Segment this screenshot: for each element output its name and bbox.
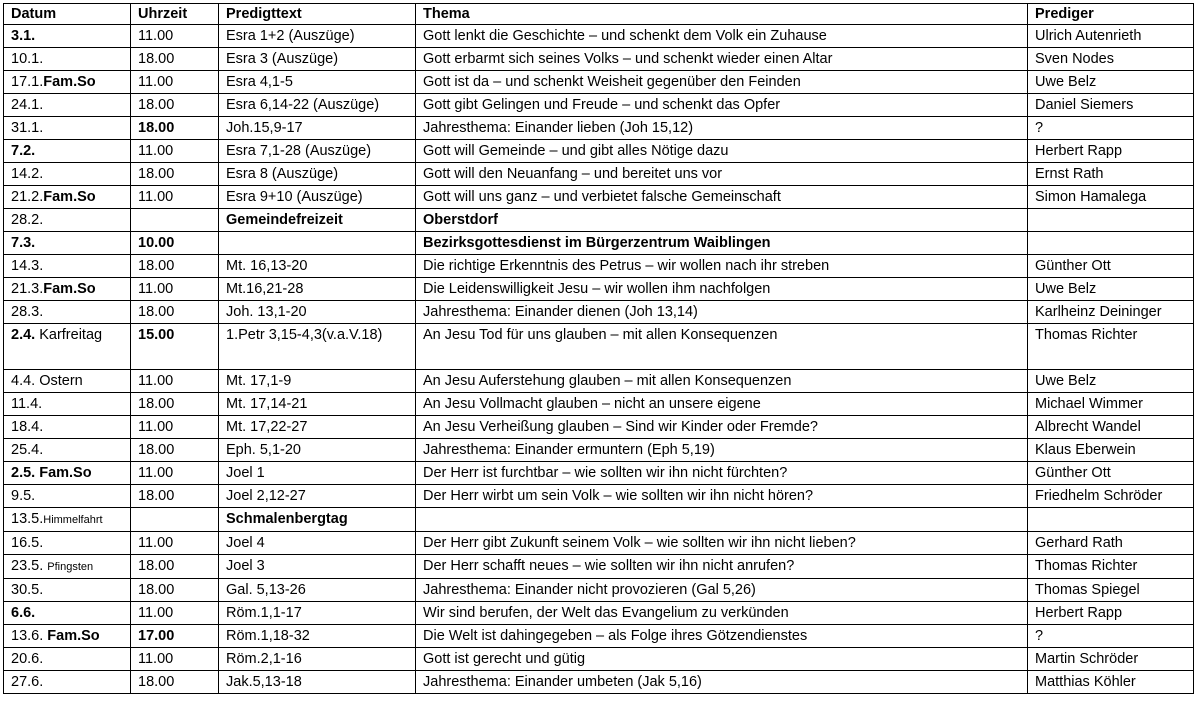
cell-date xyxy=(4,648,131,671)
cell-predigttext: Joh. 13,1-20 xyxy=(219,301,416,324)
date-text: 28.2. xyxy=(11,212,44,228)
cell-prediger: ? xyxy=(1028,117,1194,140)
cell-time: 18.00 xyxy=(131,94,219,117)
date-text: 24.1. xyxy=(11,97,44,113)
cell-thema: Jahresthema: Einander ermuntern (Eph 5,19) xyxy=(416,439,1028,462)
table-row xyxy=(4,186,1194,209)
cell-predigttext: Jak.5,13-18 xyxy=(219,671,416,694)
cell-predigttext: Gal. 5,13-26 xyxy=(219,579,416,602)
cell-time: 15.00 xyxy=(131,324,219,370)
table-row xyxy=(4,370,1194,393)
cell-date xyxy=(4,140,131,163)
cell-time: 17.00 xyxy=(131,625,219,648)
cell-date xyxy=(4,163,131,186)
cell-date xyxy=(4,48,131,71)
cell-thema: Der Herr gibt Zukunft seinem Volk – wie sollten wir ihn nicht lieben? xyxy=(416,532,1028,555)
cell-predigttext: Mt.16,21-28 xyxy=(219,278,416,301)
cell-predigttext xyxy=(219,232,416,255)
cell-time: 11.00 xyxy=(131,71,219,94)
date-text: 7.2. xyxy=(11,143,36,159)
cell-prediger: Karlheinz Deininger xyxy=(1028,301,1194,324)
cell-prediger xyxy=(1028,209,1194,232)
cell-date xyxy=(4,439,131,462)
cell-thema: Die Welt ist dahingegeben – als Folge ihres Götzendienstes xyxy=(416,625,1028,648)
cell-date xyxy=(4,324,131,370)
cell-time: 18.00 xyxy=(131,439,219,462)
table-row xyxy=(4,255,1194,278)
cell-thema: Oberstdorf xyxy=(416,209,1028,232)
cell-prediger: Martin Schröder xyxy=(1028,648,1194,671)
schedule-table xyxy=(3,3,1194,694)
table-row xyxy=(4,532,1194,555)
cell-prediger: Herbert Rapp xyxy=(1028,602,1194,625)
date-text: 25.4. xyxy=(11,442,44,458)
cell-time: 10.00 xyxy=(131,232,219,255)
cell-date xyxy=(4,462,131,485)
date-text: 13.5. xyxy=(11,511,44,527)
cell-prediger: Ulrich Autenrieth xyxy=(1028,25,1194,48)
cell-predigttext: 1.Petr 3,15-4,3(v.a.V.18) xyxy=(219,324,416,370)
table-row xyxy=(4,117,1194,140)
date-note: Fam.So xyxy=(39,465,92,481)
table-row xyxy=(4,324,1194,370)
table-row xyxy=(4,462,1194,485)
cell-prediger: Klaus Eberwein xyxy=(1028,439,1194,462)
cell-prediger: Herbert Rapp xyxy=(1028,140,1194,163)
cell-thema: An Jesu Tod für uns glauben – mit allen Konsequenzen xyxy=(416,324,1028,370)
cell-date xyxy=(4,94,131,117)
cell-predigttext: Esra 9+10 (Auszüge) xyxy=(219,186,416,209)
cell-thema: Gott erbarmt sich seines Volks – und schenkt wieder einen Altar xyxy=(416,48,1028,71)
cell-predigttext: Joh.15,9-17 xyxy=(219,117,416,140)
cell-date xyxy=(4,532,131,555)
table-row xyxy=(4,209,1194,232)
table-row xyxy=(4,94,1194,117)
cell-thema: Gott ist da – und schenkt Weisheit gegenüber den Feinden xyxy=(416,71,1028,94)
table-row xyxy=(4,625,1194,648)
cell-thema: Wir sind berufen, der Welt das Evangelium zu verkünden xyxy=(416,602,1028,625)
cell-predigttext: Mt. 17,1-9 xyxy=(219,370,416,393)
cell-predigttext: Joel 1 xyxy=(219,462,416,485)
cell-prediger: ? xyxy=(1028,625,1194,648)
cell-predigttext: Esra 7,1-28 (Auszüge) xyxy=(219,140,416,163)
cell-time xyxy=(131,209,219,232)
cell-predigttext: Röm.1,1-17 xyxy=(219,602,416,625)
cell-thema xyxy=(416,508,1028,532)
table-row xyxy=(4,579,1194,602)
table-row xyxy=(4,48,1194,71)
date-text: 31.1. xyxy=(11,120,44,136)
table-row xyxy=(4,508,1194,532)
cell-prediger: Uwe Belz xyxy=(1028,278,1194,301)
date-text: 4.4. xyxy=(11,373,36,389)
cell-date xyxy=(4,416,131,439)
cell-date xyxy=(4,602,131,625)
cell-prediger: Friedhelm Schröder xyxy=(1028,485,1194,508)
cell-predigttext: Esra 6,14-22 (Auszüge) xyxy=(219,94,416,117)
cell-date xyxy=(4,71,131,94)
cell-prediger: Thomas Spiegel xyxy=(1028,579,1194,602)
cell-thema: Jahresthema: Einander umbeten (Jak 5,16) xyxy=(416,671,1028,694)
cell-thema: Jahresthema: Einander dienen (Joh 13,14) xyxy=(416,301,1028,324)
date-note: Karfreitag xyxy=(39,327,103,343)
cell-thema: Die richtige Erkenntnis des Petrus – wir wollen nach ihr streben xyxy=(416,255,1028,278)
cell-predigttext: Esra 3 (Auszüge) xyxy=(219,48,416,71)
date-text: 11.4. xyxy=(11,396,43,412)
cell-thema: Gott will uns ganz – und verbietet falsche Gemeinschaft xyxy=(416,186,1028,209)
table-row xyxy=(4,140,1194,163)
table-row xyxy=(4,485,1194,508)
cell-thema: An Jesu Verheißung glauben – Sind wir Kinder oder Fremde? xyxy=(416,416,1028,439)
cell-thema: Der Herr schafft neues – wie sollten wir ihn nicht anrufen? xyxy=(416,555,1028,579)
cell-prediger: Daniel Siemers xyxy=(1028,94,1194,117)
date-text: 20.6. xyxy=(11,651,44,667)
cell-prediger: Matthias Köhler xyxy=(1028,671,1194,694)
cell-time: 11.00 xyxy=(131,25,219,48)
date-text: 30.5. xyxy=(11,582,44,598)
header-uhrzeit: Uhrzeit xyxy=(131,4,219,25)
cell-time: 11.00 xyxy=(131,462,219,485)
cell-thema: Jahresthema: Einander lieben (Joh 15,12) xyxy=(416,117,1028,140)
cell-thema: Jahresthema: Einander nicht provozieren (Gal 5,26) xyxy=(416,579,1028,602)
cell-time: 18.00 xyxy=(131,671,219,694)
cell-date xyxy=(4,625,131,648)
cell-prediger: Sven Nodes xyxy=(1028,48,1194,71)
date-text: 6.6. xyxy=(11,605,36,621)
cell-prediger: Simon Hamalega xyxy=(1028,186,1194,209)
cell-date xyxy=(4,393,131,416)
date-note: Fam.So xyxy=(47,628,100,644)
cell-date xyxy=(4,209,131,232)
table-row xyxy=(4,71,1194,94)
cell-time: 18.00 xyxy=(131,579,219,602)
date-note: Fam.So xyxy=(43,281,96,297)
cell-time: 18.00 xyxy=(131,555,219,579)
cell-time: 18.00 xyxy=(131,301,219,324)
cell-date xyxy=(4,186,131,209)
table-row xyxy=(4,393,1194,416)
cell-prediger: Günther Ott xyxy=(1028,255,1194,278)
cell-predigttext: Joel 3 xyxy=(219,555,416,579)
cell-date xyxy=(4,370,131,393)
cell-time: 18.00 xyxy=(131,48,219,71)
cell-predigttext: Joel 2,12-27 xyxy=(219,485,416,508)
cell-predigttext: Gemeindefreizeit xyxy=(219,209,416,232)
cell-thema: An Jesu Vollmacht glauben – nicht an unsere eigene xyxy=(416,393,1028,416)
cell-time: 11.00 xyxy=(131,648,219,671)
table-row xyxy=(4,648,1194,671)
cell-time xyxy=(131,508,219,532)
date-note: Fam.So xyxy=(43,74,96,90)
cell-thema: Bezirksgottesdienst im Bürgerzentrum Waiblingen xyxy=(416,232,1028,255)
cell-predigttext: Joel 4 xyxy=(219,532,416,555)
cell-predigttext: Röm.1,18-32 xyxy=(219,625,416,648)
cell-thema: Gott will den Neuanfang – und bereitet uns vor xyxy=(416,163,1028,186)
date-text: 18.4. xyxy=(11,419,44,435)
table-row xyxy=(4,25,1194,48)
cell-prediger xyxy=(1028,508,1194,532)
cell-time: 18.00 xyxy=(131,163,219,186)
cell-time: 18.00 xyxy=(131,485,219,508)
cell-time: 11.00 xyxy=(131,532,219,555)
cell-date xyxy=(4,671,131,694)
cell-predigttext: Mt. 16,13-20 xyxy=(219,255,416,278)
cell-predigttext: Esra 1+2 (Auszüge) xyxy=(219,25,416,48)
cell-time: 11.00 xyxy=(131,186,219,209)
date-text: 2.5. xyxy=(11,465,36,481)
date-text: 21.2. xyxy=(11,189,44,205)
cell-prediger: Ernst Rath xyxy=(1028,163,1194,186)
date-note: Pfingsten xyxy=(47,561,94,573)
cell-predigttext: Esra 4,1-5 xyxy=(219,71,416,94)
table-row xyxy=(4,232,1194,255)
cell-thema: Die Leidenswilligkeit Jesu – wir wollen ihm nachfolgen xyxy=(416,278,1028,301)
cell-prediger: Gerhard Rath xyxy=(1028,532,1194,555)
cell-thema: Gott lenkt die Geschichte – und schenkt dem Volk ein Zuhause xyxy=(416,25,1028,48)
cell-prediger xyxy=(1028,232,1194,255)
cell-time: 11.00 xyxy=(131,370,219,393)
header-datum: Datum xyxy=(4,4,131,25)
cell-prediger: Günther Ott xyxy=(1028,462,1194,485)
cell-thema: Gott gibt Gelingen und Freude – und schenkt das Opfer xyxy=(416,94,1028,117)
cell-prediger: Uwe Belz xyxy=(1028,370,1194,393)
cell-date xyxy=(4,485,131,508)
cell-date xyxy=(4,555,131,579)
date-text: 3.1. xyxy=(11,28,36,44)
cell-time: 11.00 xyxy=(131,416,219,439)
date-text: 16.5. xyxy=(11,535,44,551)
table-row xyxy=(4,416,1194,439)
cell-thema: Der Herr wirbt um sein Volk – wie sollten wir ihn nicht hören? xyxy=(416,485,1028,508)
date-text: 7.3. xyxy=(11,235,36,251)
cell-predigttext: Röm.2,1-16 xyxy=(219,648,416,671)
cell-predigttext: Mt. 17,14-21 xyxy=(219,393,416,416)
date-note: Ostern xyxy=(39,373,83,389)
cell-time: 18.00 xyxy=(131,117,219,140)
date-text: 28.3. xyxy=(11,304,44,320)
cell-date xyxy=(4,278,131,301)
date-text: 23.5. xyxy=(11,558,44,574)
date-text: 14.3. xyxy=(11,258,44,274)
cell-prediger: Albrecht Wandel xyxy=(1028,416,1194,439)
cell-date xyxy=(4,25,131,48)
cell-time: 18.00 xyxy=(131,393,219,416)
cell-time: 11.00 xyxy=(131,602,219,625)
cell-time: 11.00 xyxy=(131,140,219,163)
cell-prediger: Michael Wimmer xyxy=(1028,393,1194,416)
date-note: Himmelfahrt xyxy=(43,514,103,526)
date-text: 13.6. xyxy=(11,628,44,644)
cell-date xyxy=(4,301,131,324)
cell-prediger: Uwe Belz xyxy=(1028,71,1194,94)
cell-thema: Gott ist gerecht und gütig xyxy=(416,648,1028,671)
date-text: 2.4. xyxy=(11,327,36,343)
table-row xyxy=(4,278,1194,301)
header-row xyxy=(4,4,1194,25)
date-text: 14.2. xyxy=(11,166,44,182)
cell-thema: Gott will Gemeinde – und gibt alles Nötige dazu xyxy=(416,140,1028,163)
cell-predigttext: Mt. 17,22-27 xyxy=(219,416,416,439)
date-note: Fam.So xyxy=(43,189,96,205)
cell-thema: An Jesu Auferstehung glauben – mit allen Konsequenzen xyxy=(416,370,1028,393)
table-row xyxy=(4,555,1194,579)
table-row xyxy=(4,301,1194,324)
cell-predigttext: Schmalenbergtag xyxy=(219,508,416,532)
table-row xyxy=(4,602,1194,625)
date-text: 9.5. xyxy=(11,488,36,504)
cell-date xyxy=(4,508,131,532)
cell-thema: Der Herr ist furchtbar – wie sollten wir ihn nicht fürchten? xyxy=(416,462,1028,485)
cell-time: 18.00 xyxy=(131,255,219,278)
header-predigttext: Predigttext xyxy=(219,4,416,25)
date-text: 17.1. xyxy=(11,74,44,90)
date-text: 21.3. xyxy=(11,281,44,297)
date-text: 10.1. xyxy=(11,51,44,67)
cell-time: 11.00 xyxy=(131,278,219,301)
table-row xyxy=(4,163,1194,186)
cell-date xyxy=(4,232,131,255)
table-row xyxy=(4,671,1194,694)
cell-predigttext: Esra 8 (Auszüge) xyxy=(219,163,416,186)
cell-date xyxy=(4,117,131,140)
cell-date xyxy=(4,579,131,602)
cell-date xyxy=(4,255,131,278)
date-text: 27.6. xyxy=(11,674,44,690)
table-row xyxy=(4,439,1194,462)
cell-prediger: Thomas Richter xyxy=(1028,555,1194,579)
header-prediger: Prediger xyxy=(1028,4,1194,25)
header-thema: Thema xyxy=(416,4,1028,25)
cell-predigttext: Eph. 5,1-20 xyxy=(219,439,416,462)
cell-prediger: Thomas Richter xyxy=(1028,324,1194,370)
